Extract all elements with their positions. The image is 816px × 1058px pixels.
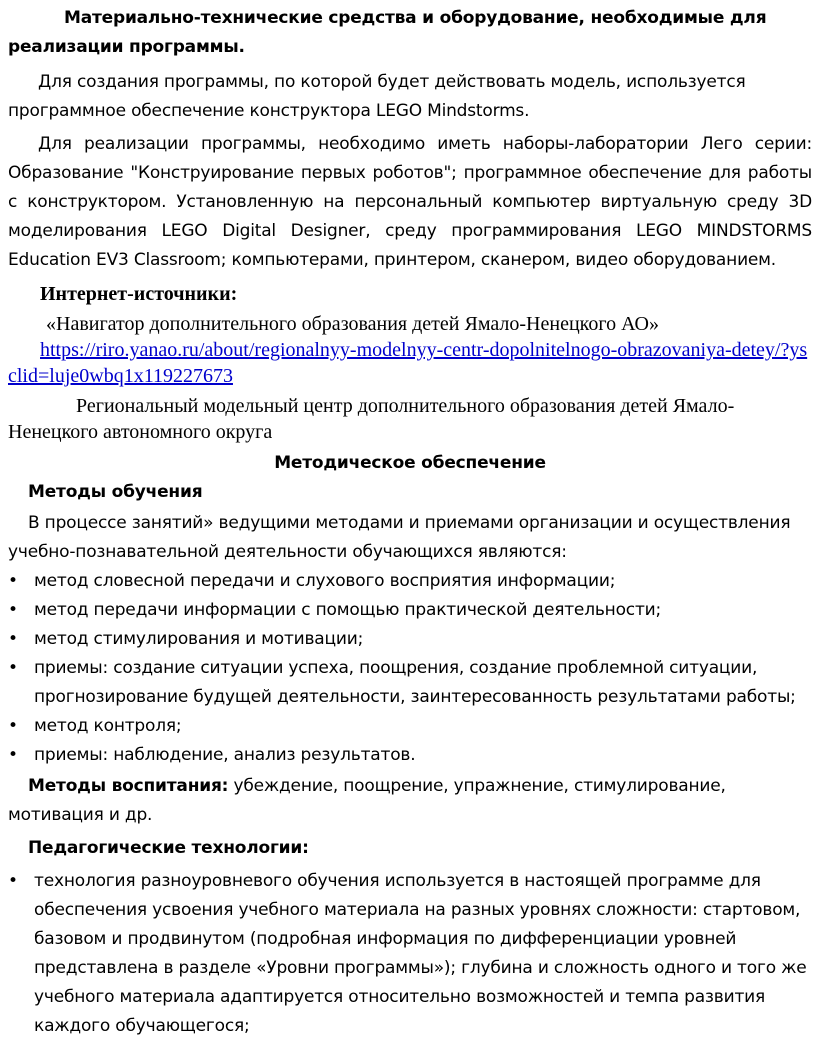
- teaching-methods-intro: В процессе занятий» ведущими методами и приемами организации и осуществления учебно-познавательной деятельности обучающихся являются:: [8, 513, 791, 562]
- pedagogical-tech-heading: Педагогические технологии:: [28, 838, 309, 858]
- source-navigator: «Навигатор дополнительного образования детей Ямало-Ненецкого АО»: [46, 313, 659, 335]
- paragraph-software: Для создания программы, по которой будет действовать модель, используется программное обеспечение конструктора LEGO Mindstorms.: [8, 72, 746, 121]
- source-link[interactable]: https://riro.yanao.ru/about/regionalnyy-modelnyy-centr-dopolnitelnogo-obrazovaniya-detey/?ysclid=luje0wbq1x119227673: [8, 339, 808, 387]
- methodical-support-title: Методическое обеспечение: [274, 453, 546, 473]
- source-link-container: [8, 337, 812, 389]
- teaching-methods-list: [8, 567, 812, 770]
- list-item: • метод контроля;: [8, 712, 812, 741]
- upbringing-methods-text: убеждение, поощрение, упражнение, стимулирование, мотивация и др.: [8, 776, 726, 825]
- teaching-methods-heading: Методы обучения: [28, 482, 203, 502]
- upbringing-methods: [8, 772, 812, 830]
- list-item: • метод передачи информации с помощью практической деятельности;: [8, 596, 812, 625]
- source-regional-center: Региональный модельный центр дополнительного образования детей Ямало-Ненецкого автономного округа: [8, 395, 735, 443]
- list-item: • метод словесной передачи и слухового восприятия информации;: [8, 567, 812, 596]
- list-item: • приемы: наблюдение, анализ результатов.: [8, 741, 812, 770]
- section-heading-equipment: Материально-технические средства и оборудование, необходимые для реализации программы.: [8, 8, 767, 57]
- list-item: • приемы: создание ситуации успеха, поощрения, создание проблемной ситуации, прогнозирование будущей деятельности, заинтересованность результатами работы;: [8, 654, 812, 712]
- list-item: • метод стимулирования и мотивации;: [8, 625, 812, 654]
- upbringing-methods-label: Методы воспитания:: [28, 776, 229, 796]
- paragraph-requirements: Для реализации программы, необходимо иметь наборы-лаборатории Лего серии: Образование "Конструирование первых роботов"; программное обеспечение для работы с конструктором. Установленную на персональный компьютер виртуальную среду 3D моделирования LEGO Digital Designer, среду программирования LEGO MINDSTORMS Education EV3 Classroom; компьютерами, принтером, сканером, видео оборудованием.: [8, 134, 812, 270]
- internet-sources-heading: Интернет-источники:: [40, 283, 238, 305]
- list-item: • технология разноуровневого обучения используется в настоящей программе для обеспечения усвоения учебного материала на разных уровнях сложности: стартовом, базовом и продвинутом (подробная информация по дифференциации уровней представлена в разделе «Уровни программы»); глубина и сложность одного и того же учебного материала адаптируется относительно возможностей и темпа развития каждого обучающегося;: [8, 867, 812, 1041]
- pedagogical-tech-list: [8, 867, 812, 1041]
